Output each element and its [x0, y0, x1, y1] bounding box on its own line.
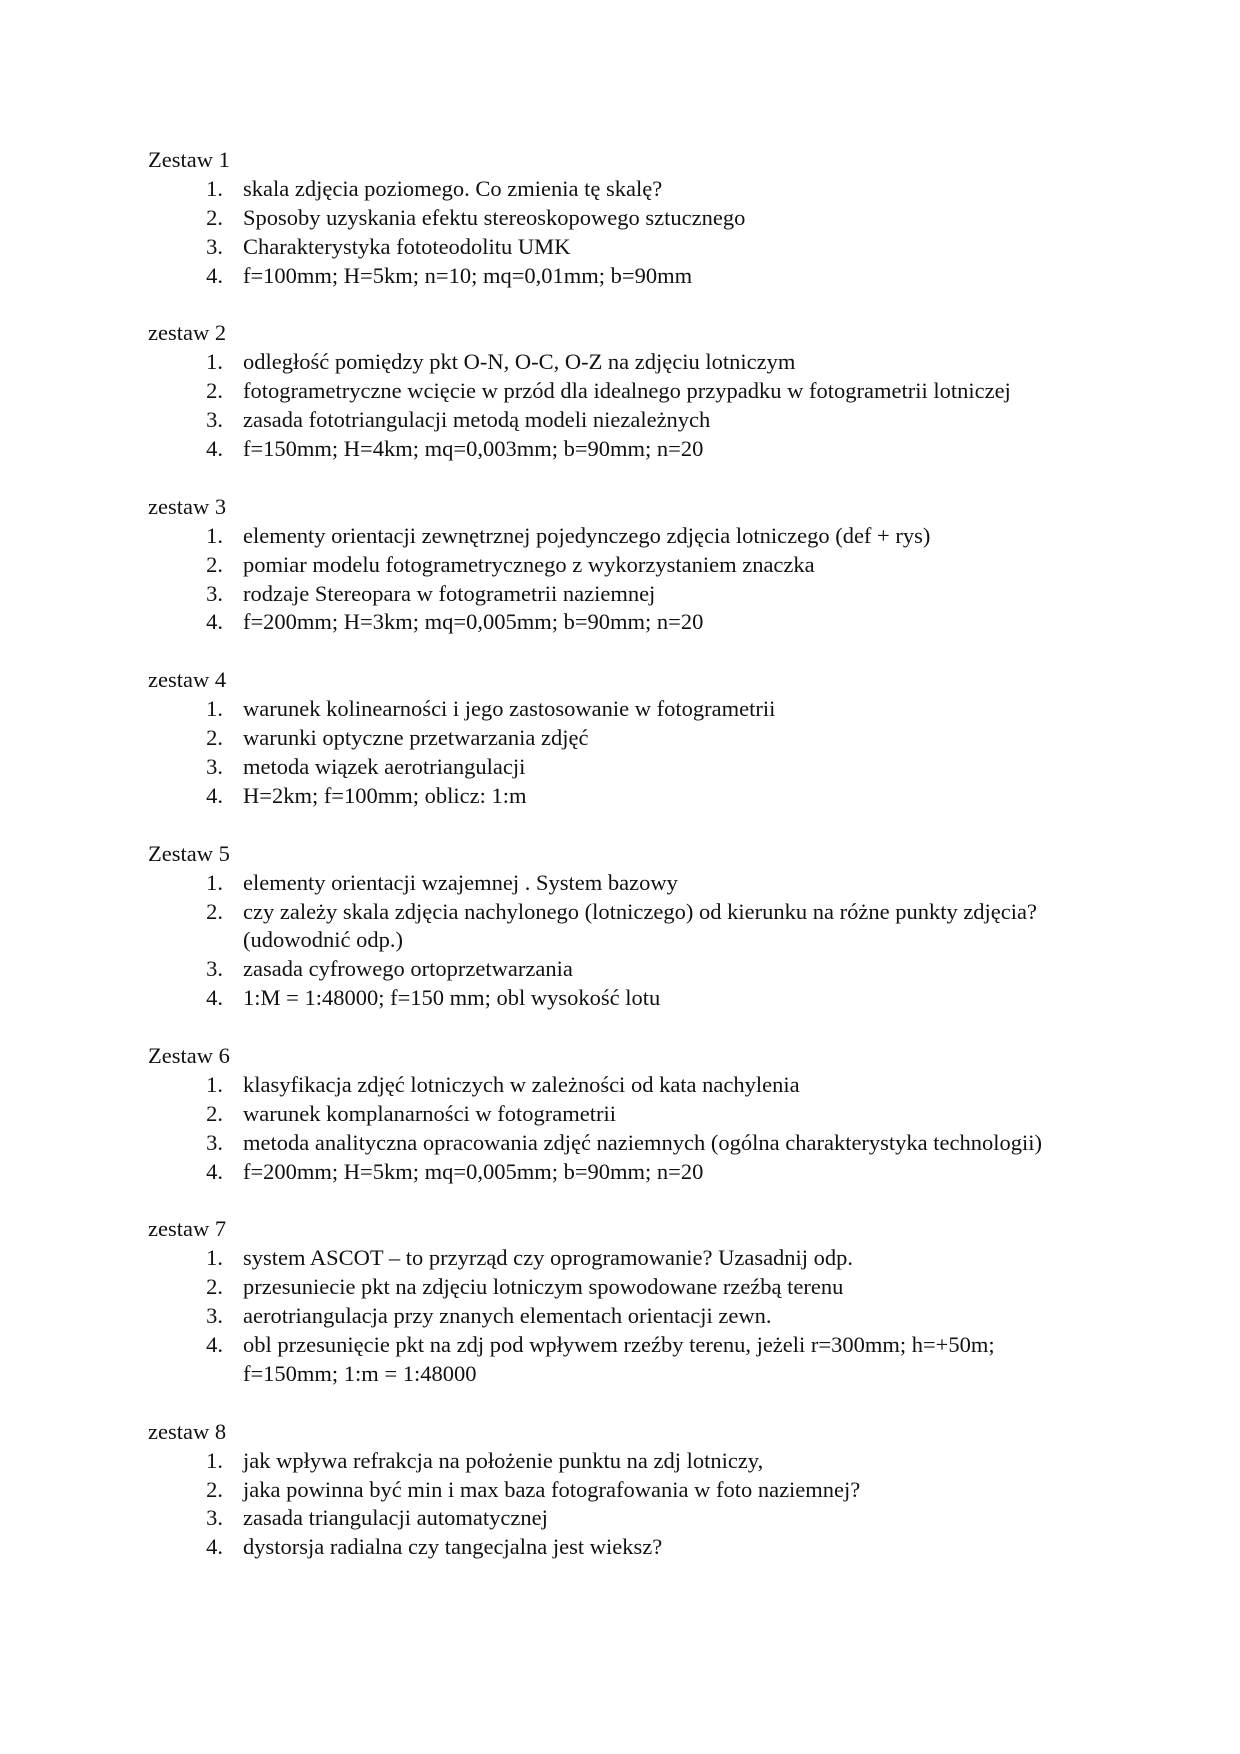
question-item — [148, 551, 1088, 580]
question-text: pomiar modelu fotogrametrycznego z wykorzystaniem znaczka — [243, 551, 815, 577]
question-number: 3. — [206, 1129, 223, 1155]
question-set — [148, 493, 1088, 638]
question-item — [148, 175, 1088, 204]
question-item — [148, 1302, 1088, 1331]
question-text: warunki optyczne przetwarzania zdjęć — [243, 725, 589, 751]
question-item — [148, 1244, 1088, 1273]
set-title: Zestaw 5 — [148, 840, 230, 866]
question-number: 1. — [206, 1071, 223, 1097]
question-text: czy zależy skala zdjęcia nachylonego (lotniczego) od kierunku na różne punkty zdjęcia? (udowodnić odp.) — [243, 898, 1038, 953]
question-text: warunek kolinearności i jego zastosowanie w fotogrametrii — [243, 696, 776, 722]
question-text: obl przesunięcie pkt na zdj pod wpływem rzeźby terenu, jeżeli r=300mm; h=+50m; f=150mm; 1:m = 1:48000 — [243, 1332, 995, 1386]
question-number: 2. — [206, 1100, 223, 1126]
question-number: 4. — [206, 985, 223, 1011]
question-text: metoda wiązek aerotriangulacji — [243, 753, 526, 779]
question-item — [148, 233, 1088, 262]
set-title: zestaw 7 — [148, 1216, 227, 1242]
question-number: 4. — [206, 262, 223, 288]
question-item — [148, 1447, 1088, 1476]
question-list — [148, 348, 1088, 464]
question-item — [148, 608, 1088, 637]
question-text: skala zdjęcia poziomego. Co zmienia tę skalę? — [243, 175, 663, 201]
question-item — [148, 204, 1088, 233]
question-item — [148, 955, 1088, 984]
question-list — [148, 695, 1088, 811]
question-set — [148, 666, 1088, 811]
question-item — [148, 1331, 1088, 1389]
question-text: f=100mm; H=5km; n=10; mq=0,01mm; b=90mm — [243, 262, 693, 288]
question-number: 2. — [206, 378, 223, 404]
question-text: jaka powinna być min i max baza fotografowania w foto naziemnej? — [243, 1476, 861, 1502]
question-list — [148, 869, 1088, 1014]
question-text: system ASCOT – to przyrząd czy oprogramowanie? Uzasadnij odp. — [243, 1245, 854, 1271]
question-number: 4. — [206, 609, 223, 635]
question-item — [148, 782, 1088, 811]
question-text: aerotriangulacja przy znanych elementach orientacji zewn. — [243, 1303, 772, 1329]
question-number: 3. — [206, 1303, 223, 1329]
question-set — [148, 840, 1088, 1013]
question-number: 2. — [206, 204, 223, 230]
question-item — [148, 1273, 1088, 1302]
question-number: 1. — [206, 175, 223, 201]
question-text: Sposoby uzyskania efektu stereoskopowego sztucznego — [243, 204, 746, 230]
question-number: 3. — [206, 407, 223, 433]
question-number: 1. — [206, 696, 223, 722]
question-number: 1. — [206, 522, 223, 548]
set-title: zestaw 2 — [148, 320, 227, 346]
question-text: rodzaje Stereopara w fotogrametrii naziemnej — [243, 580, 656, 606]
question-set — [148, 1042, 1088, 1187]
question-text: zasada fototriangulacji metodą modeli niezależnych — [243, 407, 711, 433]
question-number: 2. — [206, 725, 223, 751]
question-item — [148, 1533, 1088, 1562]
question-set — [148, 1215, 1088, 1388]
question-text: f=200mm; H=3km; mq=0,005mm; b=90mm; n=20 — [243, 609, 704, 635]
question-item — [148, 695, 1088, 724]
question-list — [148, 1244, 1088, 1389]
question-text: dystorsja radialna czy tangecjalna jest wieksz? — [243, 1534, 663, 1560]
question-number: 3. — [206, 580, 223, 606]
question-text: zasada triangulacji automatycznej — [243, 1505, 548, 1531]
question-text: jak wpływa refrakcja na położenie punktu na zdj lotniczy, — [243, 1447, 764, 1473]
question-item — [148, 1504, 1088, 1533]
question-item — [148, 869, 1088, 898]
question-number: 4. — [206, 1158, 223, 1184]
question-text: elementy orientacji zewnętrznej pojedynczego zdjęcia lotniczego (def + rys) — [243, 522, 931, 548]
question-text: zasada cyfrowego ortoprzetwarzania — [243, 956, 573, 982]
question-number: 3. — [206, 956, 223, 982]
question-number: 2. — [206, 1476, 223, 1502]
question-item — [148, 348, 1088, 377]
question-text: f=200mm; H=5km; mq=0,005mm; b=90mm; n=20 — [243, 1158, 704, 1184]
set-title: zestaw 8 — [148, 1418, 227, 1444]
question-item — [148, 435, 1088, 464]
question-set — [148, 319, 1088, 464]
set-title: zestaw 4 — [148, 667, 227, 693]
question-text: Charakterystyka fototeodolitu UMK — [243, 233, 571, 259]
question-text: metoda analityczna opracowania zdjęć naziemnych (ogólna charakterystyka technologii) — [243, 1129, 1043, 1155]
question-set — [148, 146, 1088, 291]
question-text: fotogrametryczne wcięcie w przód dla idealnego przypadku w fotogrametrii lotniczej — [243, 378, 1011, 404]
question-item — [148, 377, 1088, 406]
question-text: 1:M = 1:48000; f=150 mm; obl wysokość lotu — [243, 985, 661, 1011]
question-item — [148, 1129, 1088, 1158]
question-number: 1. — [206, 869, 223, 895]
question-list — [148, 522, 1088, 638]
question-text: warunek komplanarności w fotogrametrii — [243, 1100, 617, 1126]
question-list — [148, 1447, 1088, 1563]
question-item — [148, 1071, 1088, 1100]
question-item — [148, 262, 1088, 291]
question-item — [148, 1100, 1088, 1129]
question-item — [148, 984, 1088, 1013]
question-text: H=2km; f=100mm; oblicz: 1:m — [243, 782, 527, 808]
question-number: 2. — [206, 898, 223, 924]
question-number: 3. — [206, 1505, 223, 1531]
question-number: 4. — [206, 1332, 223, 1358]
question-item — [148, 522, 1088, 551]
set-title: Zestaw 1 — [148, 147, 230, 172]
question-text: klasyfikacja zdjęć lotniczych w zależności od kata nachylenia — [243, 1071, 800, 1097]
question-item — [148, 753, 1088, 782]
document-content — [148, 146, 1088, 1591]
question-number: 4. — [206, 1534, 223, 1560]
question-number: 3. — [206, 233, 223, 259]
question-number: 4. — [206, 436, 223, 462]
question-list — [148, 1071, 1088, 1187]
set-title: Zestaw 6 — [148, 1043, 230, 1069]
question-number: 1. — [206, 1447, 223, 1473]
set-title: zestaw 3 — [148, 493, 227, 519]
question-item — [148, 898, 1088, 956]
question-number: 1. — [206, 1245, 223, 1271]
question-text: przesuniecie pkt na zdjęciu lotniczym spowodowane rzeźbą terenu — [243, 1274, 844, 1300]
question-number: 1. — [206, 349, 223, 375]
question-text: elementy orientacji wzajemnej . System bazowy — [243, 869, 678, 895]
question-number: 2. — [206, 551, 223, 577]
question-list — [148, 175, 1088, 291]
question-text: odległość pomiędzy pkt O-N, O-C, O-Z na zdjęciu lotniczym — [243, 349, 796, 375]
question-item — [148, 406, 1088, 435]
question-text: f=150mm; H=4km; mq=0,003mm; b=90mm; n=20 — [243, 436, 704, 462]
question-set — [148, 1418, 1088, 1563]
question-number: 4. — [206, 782, 223, 808]
question-item — [148, 1476, 1088, 1505]
question-item — [148, 580, 1088, 609]
question-number: 3. — [206, 753, 223, 779]
question-item — [148, 1158, 1088, 1187]
question-item — [148, 724, 1088, 753]
question-number: 2. — [206, 1274, 223, 1300]
